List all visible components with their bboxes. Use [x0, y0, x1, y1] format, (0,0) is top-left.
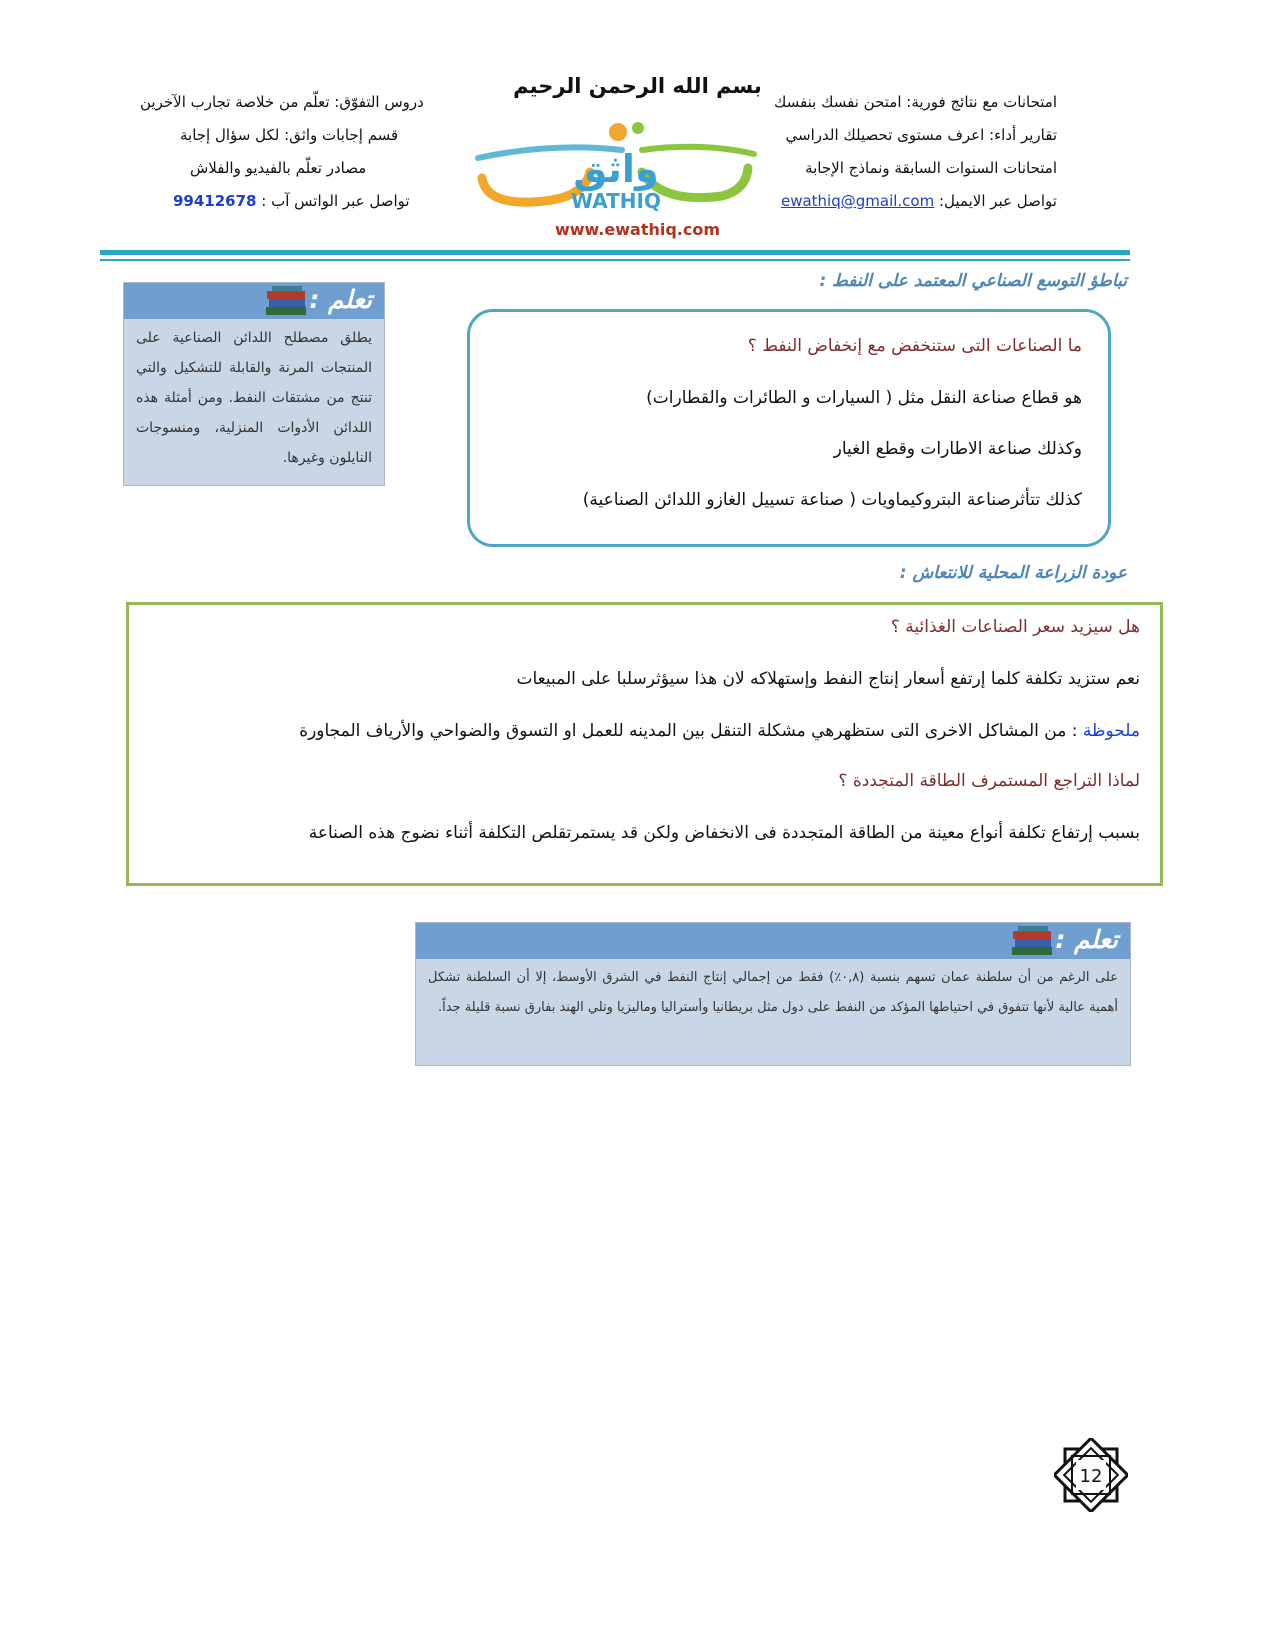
- learn-box-1-label: تعلم :: [309, 285, 372, 314]
- section2-box: [126, 602, 1163, 886]
- section2-note: [299, 721, 1140, 741]
- learn-box-2-text: على الرغم من أن سلطنة عمان تسهم بنسبة (٠,٨٪) فقط من إجمالي إنتاج النفط في الشرق الأوسط، إلا أن السلطنة تشكل أهمية عالية لأنها تتفوق في احتياطها المؤكد من النفط على دول مثل بريطانيا وأستراليا وماليزيا وتلي الهند بفارق نسبة قليلة جداً.: [428, 970, 1118, 1015]
- header-rule: [100, 250, 1130, 255]
- learn-box-2-label: تعلم :: [1055, 925, 1118, 954]
- note-text: : من المشاكل الاخرى التى ستظهرهي مشكلة التنقل بين المدينه للعمل او التسوق والضواحي والأرياف المجاورة: [299, 721, 1083, 741]
- logo-latin-text: WATHIQ: [571, 189, 661, 213]
- header-left-line-1: دروس التفوّق: تعلّم من خلاصة تجارب الآخرين: [140, 93, 424, 111]
- section2-question-2: لماذا التراجع المستمرف الطاقة المتجددة ؟: [838, 771, 1140, 791]
- learn-box-1-text: يطلق مصطلح اللدائن الصناعية على المنتجات المرنة والقابلة للتشكيل والتي تنتج من مشتقات النفط. ومن أمثلة هذه اللدائن الأدوات المنزلية، ومنسوجات النايلون وغيرها.: [136, 330, 372, 466]
- email-link[interactable]: ewathiq@gmail.com: [780, 192, 935, 210]
- note-label: ملحوظة: [1082, 721, 1140, 741]
- header-rule-thin: [100, 259, 1130, 261]
- email-label: تواصل عبر الايميل:: [939, 192, 1057, 210]
- page-number: 12: [1079, 1466, 1103, 1487]
- section1-title: تباطؤ التوسع الصناعي المعتمد على النفط :: [819, 271, 1127, 291]
- section2-answer-2: بسبب إرتفاع تكلفة أنواع معينة من الطاقة المتجددة فى الانخفاض ولكن قد يستمرتقلص التكلفة أثناء نضوج هذه الصناعة: [308, 823, 1140, 843]
- logo-arabic-text: واثق: [573, 147, 659, 191]
- header-left-line-3: مصادر تعلّم بالفيديو والفلاش: [190, 159, 367, 177]
- section1-answer-2: وكذلك صناعة الاطارات وقطع الغيار: [833, 439, 1082, 459]
- header-right-line-2: تقارير أداء: اعرف مستوى تحصيلك الدراسي: [785, 126, 1057, 144]
- section2-answer-1: نعم ستزيد تكلفة كلما إرتفع أسعار إنتاج النفط وإستهلاكه لان هذا سيؤثرسلبا على المبيعات: [516, 669, 1140, 689]
- learn-box-2-header: [416, 923, 1130, 959]
- section1-answer-3: كذلك تتأثرصناعة البتروكيماويات ( صناعة تسييل الغازو اللدائن الصناعية): [582, 490, 1082, 510]
- section1-answer-1: هو قطاع صناعة النقل مثل ( السيارات و الطائرات والقطارات): [646, 388, 1082, 408]
- website-link[interactable]: www.ewathiq.com: [554, 220, 721, 239]
- page-number-badge: [1054, 1438, 1128, 1512]
- whatsapp-label: تواصل عبر الواتس آب :: [261, 192, 410, 210]
- header-right-line-1: امتحانات مع نتائج فورية: امتحن نفسك بنفسك: [774, 93, 1057, 111]
- header-whatsapp-line: [173, 192, 410, 210]
- whatsapp-number: 99412678: [173, 192, 257, 210]
- learn-box-2: [415, 922, 1131, 1066]
- section2-question-1: هل سيزيد سعر الصناعات الغذائية ؟: [890, 617, 1140, 637]
- wathiq-logo: [472, 112, 760, 216]
- section1-question: ما الصناعات التى ستنخفض مع إنخفاض النفط ؟: [747, 336, 1082, 356]
- learn-box-1: [123, 282, 385, 486]
- header-email-line: [781, 192, 1057, 210]
- section2-title: عودة الزراعة المحلية للانتعاش :: [899, 563, 1127, 583]
- header-left-line-2: قسم إجابات واثق: لكل سؤال إجابة: [180, 126, 399, 144]
- basmala: بسم الله الرحمن الرحيم: [513, 74, 762, 98]
- books-icon: [1010, 925, 1054, 957]
- section1-box: [467, 309, 1111, 547]
- learn-box-1-header: [124, 283, 384, 319]
- header-right-line-3: امتحانات السنوات السابقة ونماذج الإجابة: [805, 159, 1057, 177]
- books-icon: [264, 285, 308, 317]
